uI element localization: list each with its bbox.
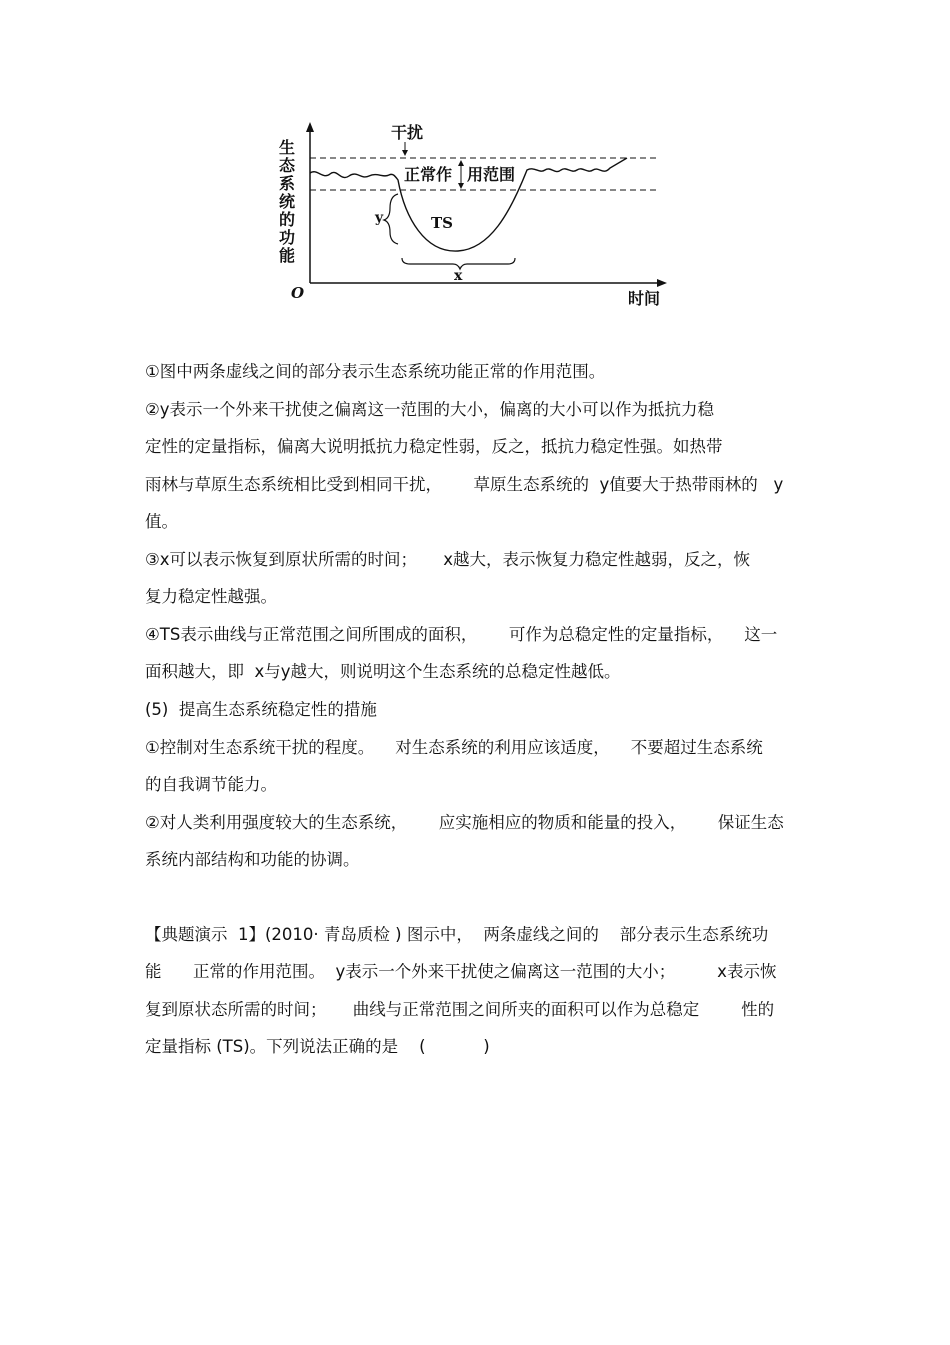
y-label: y — [375, 210, 384, 226]
section-heading: (5) 提高生态系统稳定性的措施 — [145, 700, 377, 719]
example-question-line: 定量指标 (TS)。下列说法正确的是 ( ) — [145, 1037, 490, 1056]
paragraph-line: ①图中两条虚线之间的部分表示生态系统功能正常的作用范围。 — [145, 362, 606, 381]
paragraph-line: ③x可以表示恢复到原状所需的时间； x越大，表示恢复力稳定性越弱，反之，恢 — [145, 550, 751, 569]
y-axis-label-char: 统 — [278, 192, 296, 211]
y-axis-label-char: 生 — [278, 138, 296, 157]
disturbance-arrowhead — [402, 150, 408, 156]
paragraph-line: ④TS表示曲线与正常范围之间所围成的面积， 可作为总稳定性的定量指标， 这一 — [145, 625, 778, 644]
x-axis-arrow — [657, 279, 667, 287]
y-brace — [384, 194, 398, 244]
range-arrowhead-down — [458, 183, 464, 189]
disturbance-label: 干扰 — [391, 123, 424, 142]
origin-label: O — [291, 284, 305, 302]
x-label: x — [454, 268, 463, 284]
paragraph-line: 雨林与草原生态系统相比受到相同干扰， 草原生态系统的 y值要大于热带雨林的 y — [145, 475, 784, 494]
y-axis-label-char: 功 — [278, 228, 296, 247]
ecosystem-stability-diagram — [265, 118, 685, 318]
y-axis-label-char: 的 — [278, 210, 296, 229]
y-axis-label-char: 能 — [278, 246, 296, 265]
paragraph-line: 面积越大，即 x与y越大，则说明这个生态系统的总稳定性越低。 — [145, 662, 621, 681]
example-question-line: 复到原状态所需的时间； 曲线与正常范围之间所夹的面积可以作为总稳定 性的 — [145, 1000, 775, 1019]
y-axis-label-char: 态 — [278, 156, 296, 175]
normal-range-label-right: 用范围 — [467, 165, 516, 184]
example-question-line: 能 正常的作用范围。 y表示一个外来干扰使之偏离这一范围的大小； x表示恢 — [145, 962, 777, 981]
paragraph-line: 复力稳定性越强。 — [145, 587, 277, 606]
paragraph-line: 系统内部结构和功能的协调。 — [145, 850, 360, 869]
paragraph-line: ①控制对生态系统干扰的程度。 对生态系统的利用应该适度， 不要超过生态系统 — [145, 738, 763, 757]
ts-label: TS — [431, 214, 453, 232]
example-question-line: 【典题演示 1】(2010· 青岛质检 ) 图示中， 两条虚线之间的 部分表示生态系统功 — [145, 925, 769, 944]
y-axis-label-char: 系 — [278, 174, 296, 193]
paragraph-line: 定性的定量指标，偏离大说明抵抗力稳定性弱，反之，抵抗力稳定性强。如热带 — [145, 437, 723, 456]
range-arrowhead-up — [458, 160, 464, 166]
paragraph-line: 值。 — [145, 512, 178, 531]
normal-range-label-left: 正常作 — [404, 165, 453, 184]
x-axis-label: 时间 — [628, 289, 661, 308]
paragraph-line: ②y表示一个外来干扰使之偏离这一范围的大小，偏离的大小可以作为抵抗力稳 — [145, 400, 715, 419]
paragraph-line: ②对人类利用强度较大的生态系统， 应实施相应的物质和能量的投入， 保证生态 — [145, 813, 784, 832]
paragraph-line: 的自我调节能力。 — [145, 775, 277, 794]
y-axis-arrow — [306, 122, 314, 132]
